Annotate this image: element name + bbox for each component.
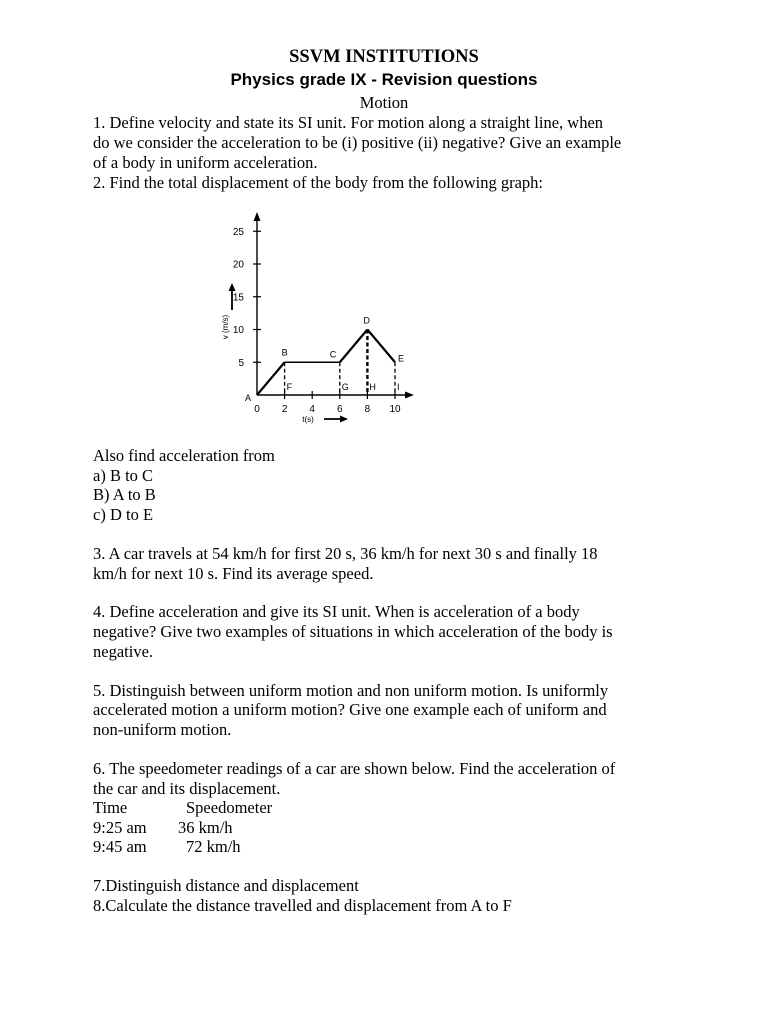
question-6-line-1: 6. The speedometer readings of a car are shown below. Find the acceleration of <box>93 759 616 778</box>
worksheet-title: Physics grade IX - Revision questions <box>230 70 538 89</box>
point-label-d: D <box>363 315 370 326</box>
y-tick-label: 5 <box>238 357 244 369</box>
foot-label-g: G <box>341 382 349 392</box>
table-header-speedometer: Speedometer <box>186 798 273 817</box>
question-3-line-2: km/h for next 10 s. Find its average speed. <box>93 564 374 583</box>
question-5-line-2: accelerated motion a uniform motion? Give one example each of uniform and <box>93 700 607 719</box>
y-tick-label: 10 <box>232 325 244 336</box>
subquestion-a: a) B to C <box>93 466 154 485</box>
foot-label-f: F <box>286 382 293 392</box>
graph-segment-CD <box>340 330 368 363</box>
question-5-line-3: non-uniform motion. <box>93 720 232 739</box>
graph-segment-AB <box>257 362 285 395</box>
question-4-line-1: 4. Define acceleration and give its SI unit. When is acceleration of a body <box>93 602 580 621</box>
subquestion-b: B) A to B <box>93 485 156 504</box>
y-direction-arrowhead <box>229 283 236 291</box>
question-5-line-1: 5. Distinguish between uniform motion and non uniform motion. Is uniformly <box>93 681 609 700</box>
point-label-e: E <box>398 353 405 364</box>
table-header-time: Time <box>93 798 128 817</box>
x-direction-arrowhead <box>340 416 348 423</box>
question-1-line-1: 1. Define velocity and state its SI unit. For motion along a straight line, when <box>93 113 604 132</box>
question-7: 7.Distinguish distance and displacement <box>93 876 359 895</box>
subquestion-intro: Also find acceleration from <box>93 446 275 465</box>
x-axis-label: t(s) <box>302 415 314 424</box>
x-tick-label: 0 <box>254 404 260 415</box>
table-row-2-speed: 72 km/h <box>186 837 241 856</box>
question-4-line-2: negative? Give two examples of situations in which acceleration of the body is <box>93 622 613 641</box>
y-tick-label: 20 <box>232 259 244 271</box>
y-axis-arrowhead <box>254 212 261 221</box>
question-6-line-2: the car and its displacement. <box>93 779 281 798</box>
velocity-time-graph <box>220 207 420 437</box>
question-8: 8.Calculate the distance travelled and displacement from A to F <box>93 896 512 915</box>
y-tick-label: 25 <box>232 226 244 238</box>
foot-label-h: H <box>369 382 376 392</box>
topic-heading: Motion <box>359 93 409 112</box>
x-tick-label: 4 <box>309 404 315 415</box>
x-axis-arrowhead <box>405 392 414 399</box>
y-axis-label: v (m/s) <box>221 314 230 340</box>
point-label-c: C <box>329 349 337 360</box>
table-row-1-speed: 36 km/h <box>178 818 233 837</box>
foot-label-i: I <box>397 382 400 392</box>
x-tick-label: 10 <box>389 404 401 415</box>
x-tick-label: 2 <box>281 404 288 415</box>
point-label-a: A <box>245 393 252 403</box>
x-tick-label: 6 <box>337 404 343 415</box>
question-1-line-3: of a body in uniform acceleration. <box>93 153 318 172</box>
question-1-line-2: do we consider the acceleration to be (i) positive (ii) negative? Give an example <box>93 133 622 152</box>
question-3-line-1: 3. A car travels at 54 km/h for first 20 s, 36 km/h for next 30 s and finally 18 <box>93 544 598 563</box>
question-4-line-3: negative. <box>93 642 154 661</box>
table-row-2-time: 9:45 am <box>93 837 147 856</box>
graph-segment-DE <box>367 330 395 363</box>
x-tick-label: 8 <box>364 404 371 415</box>
table-row-1-time: 9:25 am <box>93 818 147 837</box>
subquestion-c: c) D to E <box>93 505 154 524</box>
y-tick-label: 15 <box>232 292 244 304</box>
school-name: SSVM INSTITUTIONS <box>289 47 479 67</box>
point-label-b: B <box>281 347 288 358</box>
question-2: 2. Find the total displacement of the body from the following graph: <box>93 173 543 192</box>
